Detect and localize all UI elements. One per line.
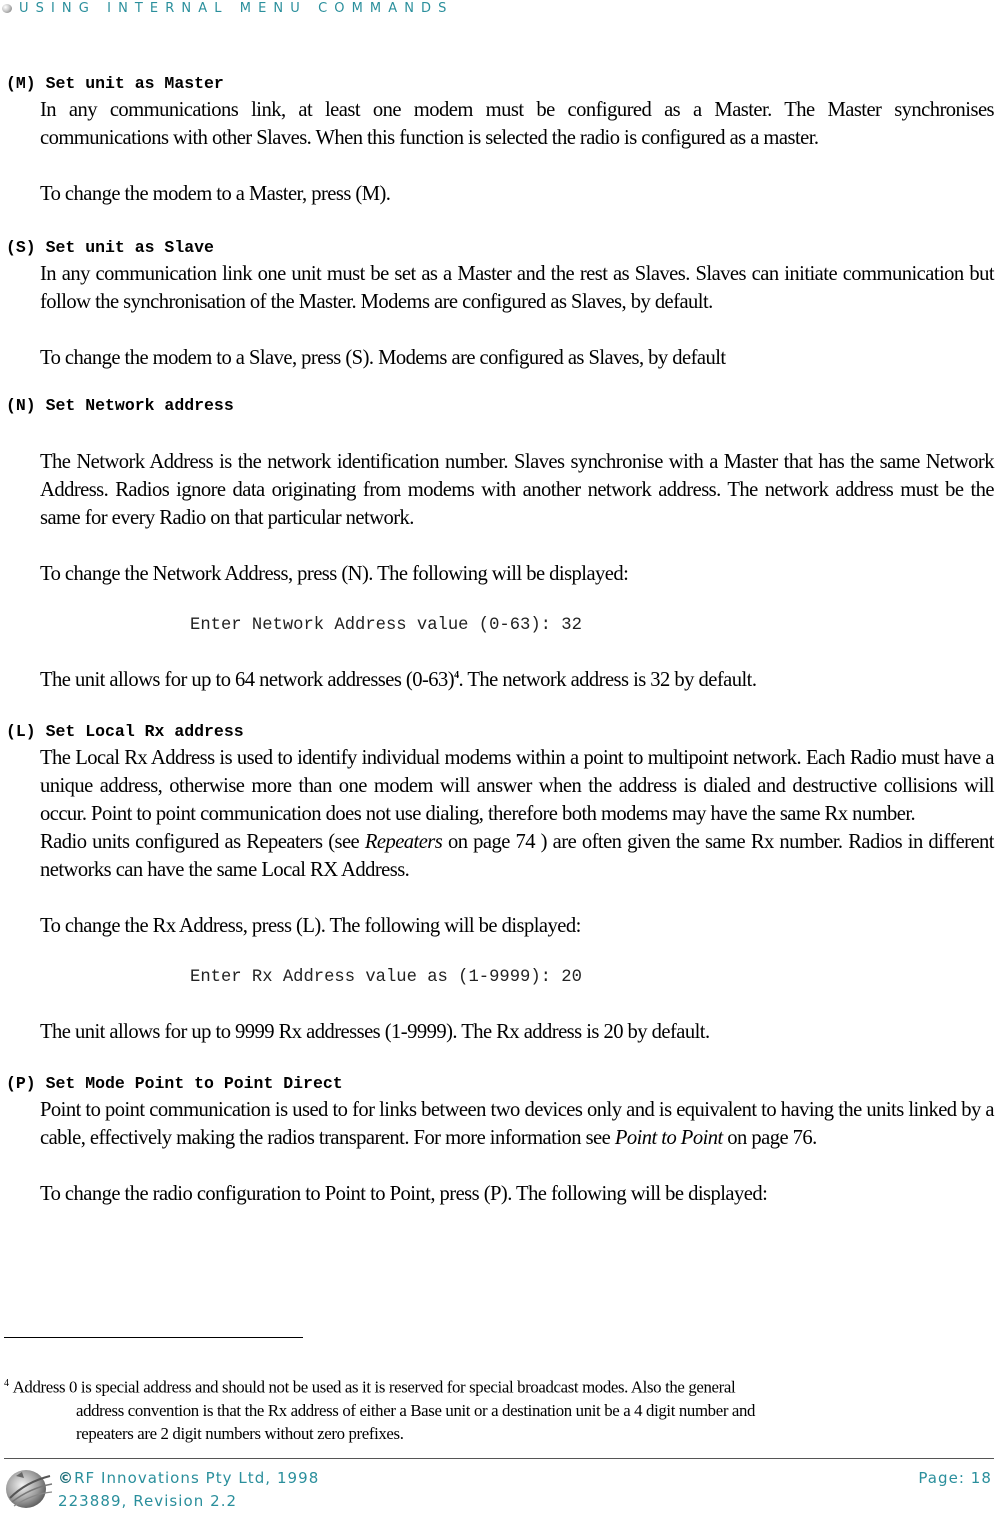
sphere-bullet-icon bbox=[2, 4, 12, 13]
point-to-point-reference: Point to Point bbox=[614, 1127, 723, 1149]
repeaters-reference: Repeaters bbox=[364, 831, 443, 853]
rf-innovations-logo bbox=[4, 1462, 54, 1512]
running-header bbox=[2, 0, 454, 16]
network-paragraph-3 bbox=[40, 666, 994, 694]
footnote-ref: 4 bbox=[454, 670, 459, 682]
network-address-prompt: Enter Network Address value (0-63): 32 bbox=[190, 616, 582, 635]
copyright-symbol: © bbox=[58, 1469, 75, 1487]
footer-divider bbox=[4, 1458, 994, 1459]
footnote-line-3: repeaters are 2 digit numbers without zero prefixes. bbox=[76, 1423, 404, 1443]
footnote-divider bbox=[4, 1337, 303, 1338]
rx-address-prompt: Enter Rx Address value as (1-9999): 20 bbox=[190, 968, 582, 987]
heading-set-network-address: (N) Set Network address bbox=[6, 396, 234, 415]
footer-doc-ref: 223889, Revision 2.2 bbox=[58, 1492, 238, 1510]
header-title: USING INTERNAL MENU COMMANDS bbox=[19, 0, 454, 16]
p2p-p1-text: Point to point communication is used to for links between two devices only and is equivalent to having the units linked by a cable, effectively making the radios transparent. For more information see bbox=[40, 1099, 994, 1149]
local-rx-paragraph-4: The unit allows for up to 9999 Rx addresses (1-9999). The Rx address is 20 by default. bbox=[40, 1021, 710, 1043]
slave-paragraph-1: In any communication link one unit must be set as a Master and the rest as Slaves. Slaves can initiate communication but follow the synchronisation of the Master. Modems are configured as Slaves, by default. bbox=[40, 263, 994, 313]
footnote-text-1: Address 0 is special address and should not be used as it is reserved for special broadcast modes. Also the general bbox=[12, 1377, 736, 1397]
heading-set-slave: (S) Set unit as Slave bbox=[6, 238, 214, 257]
footer-left bbox=[58, 1467, 319, 1513]
heading-set-point-to-point: (P) Set Mode Point to Point Direct bbox=[6, 1074, 343, 1093]
footnote-line-2: address convention is that the Rx address of either a Base unit or a destination unit be a 4 digit number and bbox=[76, 1400, 756, 1420]
footnote-line-1 bbox=[4, 1372, 964, 1399]
heading-set-local-rx-address: (L) Set Local Rx address bbox=[6, 722, 244, 741]
local-rx-paragraph-1: The Local Rx Address is used to identify individual modems within a point to multipoint network. Each Radio must have a unique address, otherwise more than one modem will answer when the address is dialed and destructive collisions will occur. Point to point communication does not use dialing, therefore both modems may have the same Rx number. bbox=[40, 747, 994, 825]
local-rx-p2-text: Radio units configured as Repeaters (see bbox=[40, 831, 365, 853]
p2p-paragraph-2: To change the radio configuration to Point to Point, press (P). The following will be displayed: bbox=[40, 1183, 768, 1205]
footer-copyright bbox=[58, 1467, 319, 1490]
heading-set-master: (M) Set unit as Master bbox=[6, 74, 224, 93]
local-rx-paragraph-2 bbox=[40, 828, 994, 884]
local-rx-p2-tail: on page 74 ) are often given the same Rx number. Radios in different networks can have the same Local RX Address. bbox=[40, 831, 994, 881]
network-p3-tail: . The network address is 32 by default. bbox=[458, 669, 757, 691]
network-paragraph-2: To change the Network Address, press (N). The following will be displayed: bbox=[40, 563, 629, 585]
p2p-p1-tail: on page 76. bbox=[722, 1127, 817, 1149]
p2p-paragraph-1 bbox=[40, 1096, 994, 1152]
footer-company: RF Innovations Pty Ltd, 1998 bbox=[74, 1469, 320, 1487]
document-body bbox=[6, 72, 994, 1208]
master-paragraph-2: To change the modem to a Master, press (M). bbox=[40, 183, 391, 205]
network-p3-text: The unit allows for up to 64 network addresses (0-63) bbox=[40, 669, 455, 691]
footnote-number: 4 bbox=[4, 1378, 9, 1389]
network-paragraph-1: The Network Address is the network identification number. Slaves synchronise with a Master that has the same Network Address. Radios ignore data originating from modems with another network address. The network address must be the same for every Radio on that particular network. bbox=[40, 451, 994, 529]
page-number: Page: 18 bbox=[918, 1469, 992, 1487]
footnote bbox=[4, 1372, 964, 1445]
local-rx-paragraph-3: To change the Rx Address, press (L). The following will be displayed: bbox=[40, 915, 581, 937]
master-paragraph-1: In any communications link, at least one modem must be configured as a Master. The Master synchronises communications with other Slaves. When this function is selected the radio is configured as a master. bbox=[40, 99, 994, 149]
slave-paragraph-2: To change the modem to a Slave, press (S). Modems are configured as Slaves, by default bbox=[40, 347, 726, 369]
